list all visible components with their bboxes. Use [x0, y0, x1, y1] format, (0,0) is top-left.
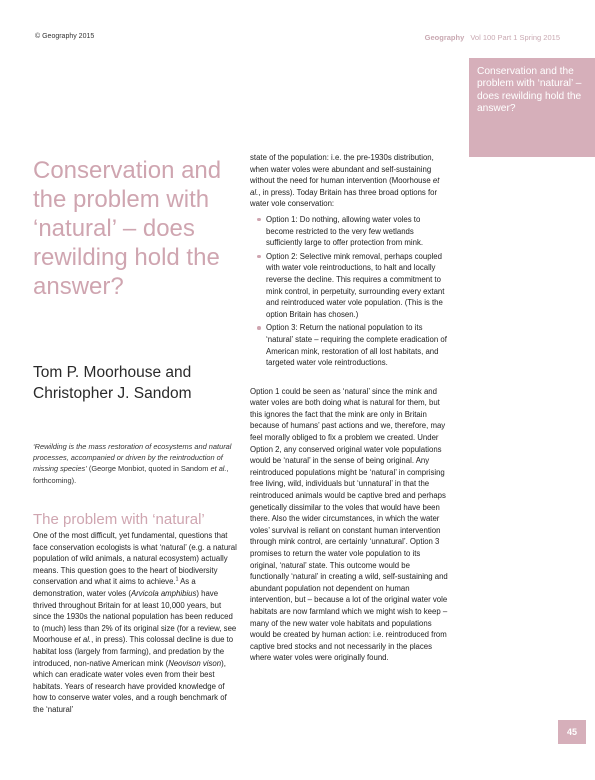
list-item [250, 214, 449, 249]
article-title: Conservation and the problem with ‘natural’ – does rewilding hold the answer? [33, 157, 222, 300]
epigraph [33, 441, 238, 486]
running-header [425, 33, 560, 42]
list-item [250, 251, 449, 321]
species-name: Arvicola amphibius [130, 588, 197, 598]
column-1-paragraph [33, 530, 239, 716]
option-3-text: Option 3: Return the national population to its ‘natural’ state – requiring the complete eradication of American mink, restoration of all lost habitats, and targeted water vole reintroductions. [266, 323, 447, 368]
citation-etal: et al. [74, 635, 92, 645]
bullet-icon [257, 255, 261, 259]
text-run: One of the most difficult, yet fundamental, questions that face conservation ecologists is what ‘natural’ (e.g. a natural population of wild animals, a natural ecosystem) actually means. This question goes to the heart of biodiversity conservation and what it aims to achieve. [33, 531, 237, 587]
column-2 [250, 152, 449, 664]
option-2-text: Option 2: Selective mink removal, perhaps coupled with water vole reintroductions, to halt and locally reverse the decline. This requires a commitment to mink control, in perpetuity, surrounding every extant and reintroduced water vole population. (This is the option Britain has chosen.) [266, 251, 445, 319]
text-run: , in press). This colossal decline is due to habitat loss (largely from farming), and predation by the introduced, non-native American mink ( [33, 635, 234, 668]
article-authors: Tom P. Moorhouse and Christopher J. Sandom [33, 364, 192, 402]
title-sidebar-box: Conservation and the problem with ‘natural’ – does rewilding hold the answer? [469, 58, 595, 157]
page-number: 45 [558, 720, 586, 744]
text-run: As a demonstration, water voles ( [33, 577, 196, 598]
footnote-ref[interactable]: 1 [175, 576, 179, 583]
list-item [250, 322, 449, 368]
copyright-notice: © Geography 2015 [35, 33, 95, 40]
text-run: ), which can eradicate water voles even from their best habitats. Years of research have provided knowledge of how to conserve water voles, and a rough benchmark of the ‘natural’ [33, 658, 227, 714]
column-2-paragraph-1 [250, 152, 449, 210]
text-run: state of the population: i.e. the pre-1930s distribution, when water voles were abundant and self-sustaining without the need for human intervention (Moorhouse [250, 153, 434, 186]
text-run: , in press). Today Britain has three broad options for water vole conservation: [250, 187, 438, 209]
journal-name: Geography [424, 33, 465, 42]
epigraph-quote: ‘Rewilding is the mass restoration of ecosystems and natural processes, accompanied or driven by the reintroduction of missing species’ [33, 442, 232, 474]
issue-info: Vol 100 Part 1 Spring 2015 [470, 33, 560, 42]
bullet-icon [257, 218, 261, 222]
options-list [250, 214, 449, 369]
text-run: ) have thrived throughout Britain for at least 10,000 years, but since the 1930s the national population has been reduced to (much) less than 2% of its original size (for a review, see Moorhouse [33, 588, 237, 645]
column-2-paragraph-2: Option 1 could be seen as ‘natural’ since the mink and water voles are both doing what is natural for them, but this ignores the fact that the mink are only in Britain because of humans’ past actions and we, therefore, may feel morally obliged to fix a problem we created. Under Option 2, any conserved original water vole populations would be ‘natural’ in the sense of being original. Any reintroduced populations might be ‘natural’ in comprising free living, wild, individuals but ‘unnatural’ in that the reintroduced animals would be captive bred and perhaps genetically dissimilar to the voles that would have been there. Also the wider circumstances, in which the water voles’ survival is reliant on constant human intervention through mink control, are certainly ‘unnatural’. Option 3 promises to return the water vole population to its original, ‘natural’ state. This outcome would be functionally ‘natural’ in creating a wild, self-sustaining and abundant population not dependent on human intervention, but – because a lot of the original water vole habitats are now farmland which we might wish to keep – many of the new water vole habitats and populations would be created by human action: i.e. reintroduced from captive bred stocks and not necessarily in the places where water voles were originally found. [250, 386, 448, 663]
species-name: Neovison vison [168, 658, 222, 668]
citation-etal: et al. [250, 176, 440, 197]
epigraph-attribution-end: , forthcoming). [33, 464, 229, 485]
section-heading: The problem with ‘natural’ [33, 511, 205, 528]
epigraph-attribution: (George Monbiot, quoted in Sandom [86, 464, 211, 474]
option-1-text: Option 1: Do nothing, allowing water voles to become restricted to the very few wetlands sufficiently large to offer protection from mink. [266, 214, 424, 248]
epigraph-etal: et al. [210, 464, 227, 474]
bullet-icon [257, 326, 261, 330]
